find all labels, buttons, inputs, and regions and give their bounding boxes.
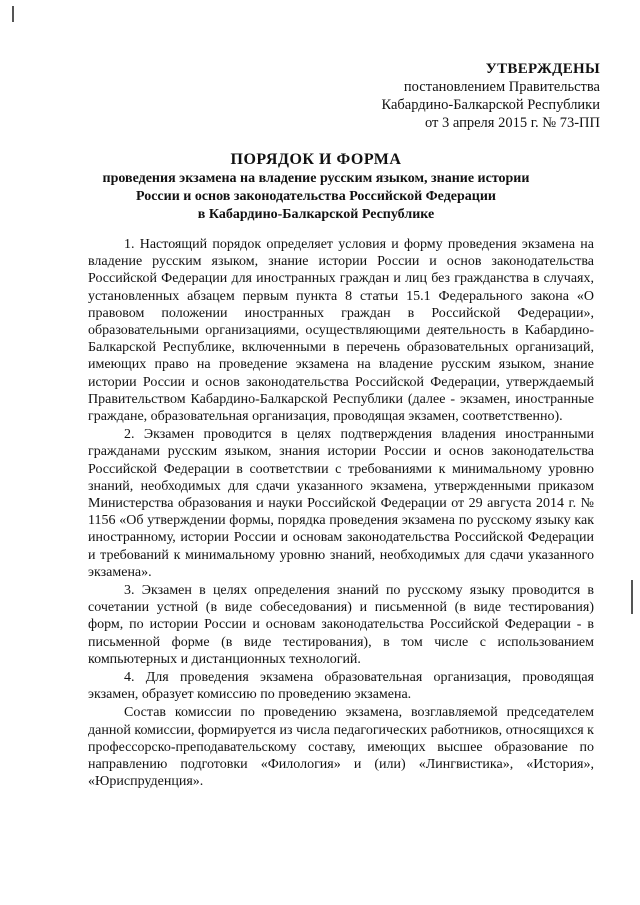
title-sub-3: в Кабардино-Балкарской Республике — [197, 207, 435, 222]
paragraph-1: 1. Настоящий порядок определяет условия и форму проведения экзамена на владение русским языком, знание истории России и основ законодательства Российской Федерации для иностранных граждан и лиц без гражданства в случаях, установленных абзацем первым пункта 8 статьи 15.1 Федерального закона «О правовом положении иностранных граждан в Российской Федерации», образовательными организациями, осуществляющими деятельность в Кабардино-Балкарской Республике, включенными в перечень образовательных организаций, имеющих право на проведение экзамена на владение русским языком, знание истории России и основ законодательства Российской Федерации, утверждаемый Правительством Кабардино-Балкарской Республики (далее - экзамен, иностранные граждане, образовательная организация, проводящая экзамен, соответственно). — [88, 237, 594, 425]
title-main: ПОРЯДОК И ФОРМА — [230, 151, 402, 168]
approval-stamp — [350, 60, 600, 132]
paragraph-3: 3. Экзамен в целях определения знаний по русскому языку проводится в сочетании устной (в виде собеседования) и письменной (в виде тестирования) форм, по истории России и основам законодательства Российской Федерации - в письменной форме (в виде тестирования), в том числе с использованием компьютерных и дистанционных технологий. — [88, 583, 594, 667]
document-title — [96, 149, 536, 224]
scan-mark-right — [631, 580, 633, 614]
approval-line-1: постановлением Правительства — [403, 79, 600, 95]
scan-mark-top-left — [12, 6, 14, 22]
approval-heading: УТВЕРЖДЕНЫ — [485, 61, 600, 77]
paragraph-2: 2. Экзамен проводится в целях подтверждения владения иностранными гражданами русским языком, знания истории России и основ законодательства Российской Федерации в соответствии с требованиями к минимальному уровню знаний, необходимых для сдачи указанного экзамена, утвержденными приказом Министерства образования и науки Российской Федерации от 29 августа 2014 г. № 1156 «Об утверждении формы, порядка проведения экзамена по русскому языку как иностранному, истории России и основам законодательства Российской Федерации и требований к минимальному уровню знаний, необходимых для сдачи указанного экзамена». — [88, 427, 594, 580]
approval-line-3: от 3 апреля 2015 г. № 73-ПП — [424, 115, 600, 131]
document-body — [88, 236, 594, 792]
title-sub-1: проведения экзамена на владение русским языком, знание истории — [102, 171, 530, 186]
paragraph-5: Состав комиссии по проведению экзамена, возглавляемой председателем данной комиссии, формируется из числа педагогических работников, относящихся к профессорско-преподавательскому составу, имеющих высшее образование по направлению подготовки «Филология» и (или) «Лингвистика», «История», «Юриспруденция». — [88, 705, 594, 790]
approval-line-2: Кабардино-Балкарской Республики — [381, 97, 600, 113]
title-sub-2: России и основ законодательства Российской Федерации — [136, 189, 496, 204]
paragraph-4: 4. Для проведения экзамена образовательная организация, проводящая экзамен, образует комиссию по проведению экзамена. — [88, 670, 594, 703]
